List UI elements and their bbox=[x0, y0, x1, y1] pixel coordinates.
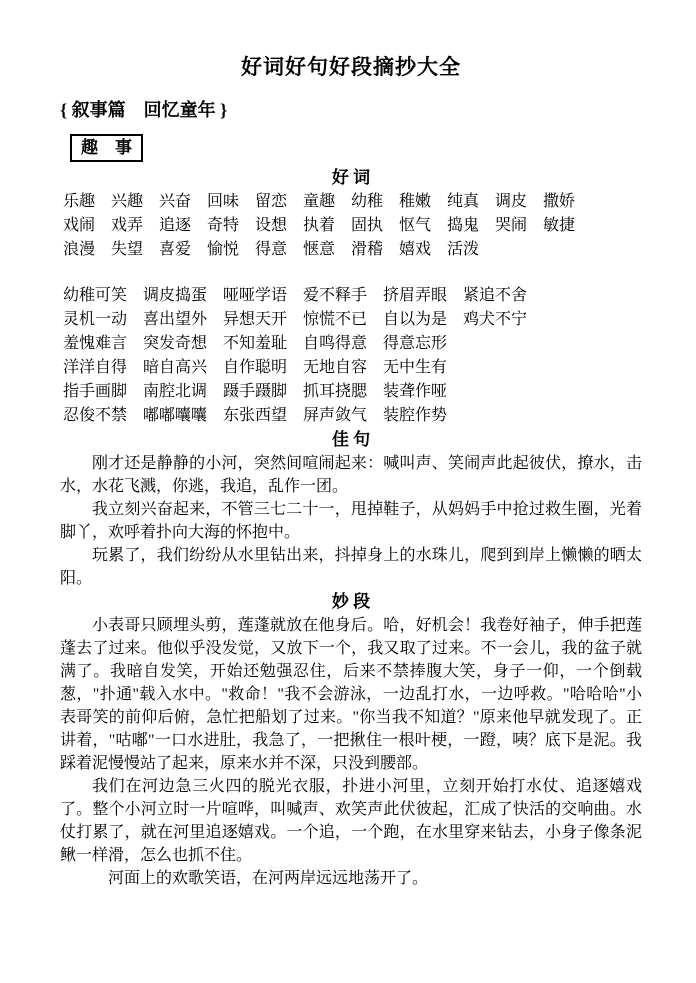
idiom-row-6: 忍俊不禁 嘟嘟囔囔 东张西望 屏声敛气 装腔作势 bbox=[63, 407, 448, 424]
word-row-3: 浪漫 失望 喜爱 愉悦 得意 惬意 滑稽 嬉戏 活泼 bbox=[63, 241, 480, 258]
section-header: { 叙事篇 回忆童年 } bbox=[60, 100, 228, 120]
good-words-heading: 好 词 bbox=[331, 168, 371, 187]
paragraph: 小表哥只顾埋头剪，莲蓬就放在他身后。哈，好机会！我卷好袖子，伸手把莲蓬去了过来。他似乎没发觉，又放下一个，我又取了过来。不一会儿，我的盆子就满了。我暗自发笑，开始还勉强忍住，后来不禁捧腹大笑，身子一仰，一个倒载葱，"扑通"载入水中。"救命！"我不会游泳，一边乱打水，一边呼救。"哈哈哈"小表哥笑的前仰后俯，急忙把船划了过来。"你当我不知道？"原来他早就发现了。正讲着，"咕嘟"一口水进肚，我急了，一把揪住一根叶梗，一蹬，咦？底下是泥。我踩着泥慢慢站了起来，原来水并不深，只没到腰部。 bbox=[60, 617, 642, 772]
paragraph: 我们在河边急三火四的脱光衣服，扑进小河里，立刻开始打水仗、追逐嬉戏了。整个小河立时一片喧哗，叫喊声、欢笑声此伏彼起，汇成了快活的交响曲。水仗打累了，就在河里追逐嬉戏。一个追，一个跑，在水里穿来钻去，小身子像条泥鳅一样滑，怎么也抓不住。 bbox=[60, 778, 642, 864]
idiom-row-3: 羞愧难言 突发奇想 不知羞耻 自鸣得意 得意忘形 bbox=[63, 335, 448, 352]
document-title: 好词好句好段摘抄大全 bbox=[241, 55, 461, 79]
idiom-row-4: 洋洋自得 暗自高兴 自作聪明 无地自容 无中生有 bbox=[63, 359, 448, 376]
paragraph: 河面上的欢歌笑语，在河两岸远远地荡开了。 bbox=[108, 870, 429, 887]
good-sentences-heading: 佳 句 bbox=[331, 430, 371, 449]
sentence-paragraph: 刚才还是静静的小河，突然间喧闹起来：喊叫声、笑闹声此起彼伏，撩水，击水，水花飞溅，你逃，我追，乱作一团。 bbox=[60, 455, 642, 495]
topic-box-wrap bbox=[70, 134, 642, 162]
topic-box: 趣 事 bbox=[70, 134, 143, 162]
idiom-row-2: 灵机一动 喜出望外 异想天开 惊慌不已 自以为是 鸡犬不宁 bbox=[63, 311, 528, 328]
word-row-1: 乐趣 兴趣 兴奋 回味 留恋 童趣 幼稚 稚嫩 纯真 调皮 撒娇 bbox=[63, 193, 576, 210]
idiom-row-5: 指手画脚 南腔北调 蹑手蹑脚 抓耳挠腮 装聋作哑 bbox=[63, 383, 448, 400]
word-row-2: 戏闹 戏弄 追逐 奇特 设想 执着 固执 怄气 捣鬼 哭闹 敏捷 bbox=[63, 217, 576, 234]
sentence-paragraph: 玩累了，我们纷纷从水里钻出来，抖掉身上的水珠儿，爬到到岸上懒懒的晒太阳。 bbox=[60, 547, 642, 587]
idiom-row-1: 幼稚可笑 调皮捣蛋 哑哑学语 爱不释手 挤眉弄眼 紧追不舍 bbox=[63, 287, 528, 304]
spacer bbox=[60, 262, 642, 284]
good-paragraphs-heading: 妙 段 bbox=[331, 592, 371, 611]
sentence-paragraph: 我立刻兴奋起来，不管三七二十一，甩掉鞋子，从妈妈手中抢过救生圈，光着脚丫，欢呼着扑向大海的怀抱中。 bbox=[60, 501, 642, 541]
